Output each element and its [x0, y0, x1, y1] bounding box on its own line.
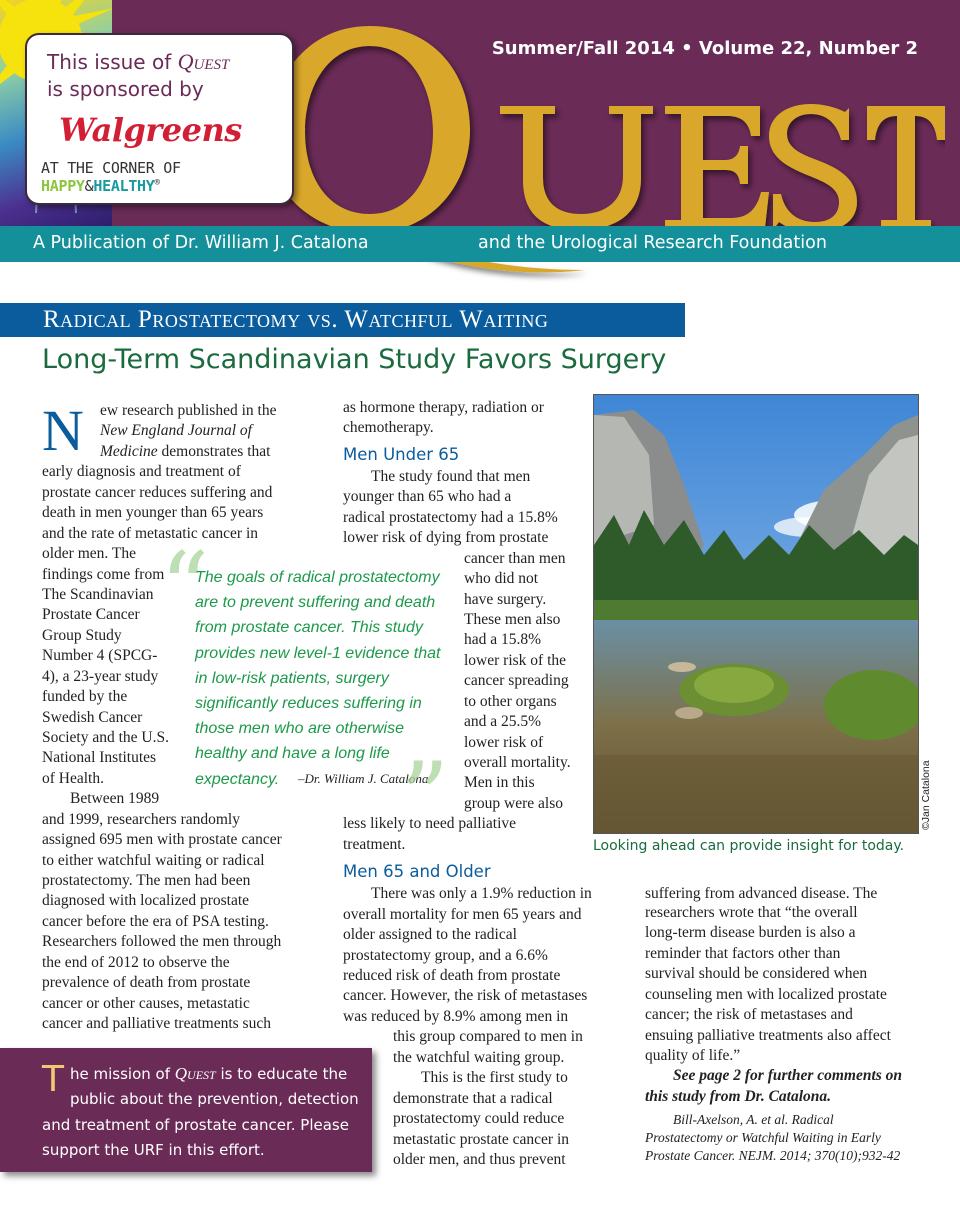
citation: Prostatectomy or Watchful Waiting in Early: [645, 1130, 881, 1145]
quest-wordmark: Quest: [174, 1064, 216, 1083]
col1-line: funded by the: [42, 688, 128, 705]
landscape-image: [594, 395, 918, 833]
col2-line: this group compared to men in: [393, 1028, 583, 1045]
col2-line: had a 15.8%: [464, 631, 542, 648]
col2-line: as hormone therapy, radiation or: [343, 399, 544, 416]
col1-line: Group Study: [42, 627, 122, 644]
col2-line: younger than 65 who had a: [343, 488, 512, 505]
col1-line: assigned 695 men with prostate cancer: [42, 831, 282, 848]
sponsor-box: [25, 33, 294, 205]
see-page-2-note: See page 2 for further comments on: [673, 1067, 903, 1084]
col2-line: lower risk of dying from prostate: [343, 529, 549, 546]
col2-line: lower risk of: [464, 734, 544, 751]
col2-line: prostatectomy could reduce: [393, 1110, 565, 1127]
col2-line: The study found that men: [371, 468, 531, 485]
mission-statement: he mission of Quest is to educate the public about the prevention, detection and treatment of prostate cancer. Please support the URF in this effort.: [42, 1064, 359, 1160]
col1-line: Between 1989: [70, 790, 160, 807]
col3-line: suffering from advanced disease. The: [645, 885, 878, 902]
col3-line: quality of life.”: [645, 1047, 741, 1064]
yosemite-photo: [593, 394, 919, 834]
col2-line: reduced risk of death from prostate: [343, 967, 561, 984]
col1-line: Swedish Cancer: [42, 709, 143, 726]
sponsor-intro: This issue of Quest: [47, 49, 230, 74]
col2-line: This is the first study to: [421, 1069, 568, 1086]
col1-line: and the rate of metastatic cancer in: [42, 525, 259, 542]
close-quote-mark: ”: [400, 742, 450, 854]
col1-line: to either watchful waiting or radical: [42, 852, 265, 869]
see-page-2-note: this study from Dr. Catalona.: [645, 1088, 832, 1105]
citation: Bill-Axelson, A. et al. Radical: [673, 1112, 834, 1127]
col1-line: of Health.: [42, 770, 104, 787]
mission-drop-cap: T: [42, 1059, 64, 1100]
col2-line: overall mortality for men 65 years and: [343, 906, 582, 923]
col1-line: ew research published in the: [100, 402, 277, 419]
col2-line: the watchful waiting group.: [393, 1049, 565, 1066]
photo-caption: Looking ahead can provide insight for today.: [593, 838, 905, 854]
col2-line: less likely to need palliative: [343, 815, 517, 832]
col1-line: Researchers followed the men through: [42, 933, 282, 950]
col1-line: prostate cancer reduces suffering and: [42, 484, 273, 501]
quote-attribution: –Dr. William J. Catalona: [298, 771, 429, 786]
col1-line: Number 4 (SPCG-: [42, 647, 158, 664]
subhead-men-under-65: Men Under 65: [343, 445, 460, 464]
col1-line: diagnosed with localized prostate: [42, 892, 250, 909]
col2-line: to other organs: [464, 693, 557, 710]
headline: Long-Term Scandinavian Study Favors Surgery: [42, 344, 667, 375]
col2-line: chemotherapy.: [343, 419, 434, 436]
col1-line: early diagnosis and treatment of: [42, 463, 241, 480]
col1-line: prostatectomy. The men had been: [42, 872, 251, 889]
col3-line: counseling men with localized prostate: [645, 986, 887, 1003]
col2-line: older men, and thus prevent: [393, 1151, 566, 1168]
col2-line: was reduced by 8.9% among men in: [343, 1008, 569, 1025]
col2-line: These men also: [464, 611, 561, 628]
col1-line: cancer or other causes, metastatic: [42, 995, 250, 1012]
photo-credit: ©Jan Catalona: [920, 760, 932, 830]
col2-line: cancer spreading: [464, 672, 569, 689]
col1-line: prevalence of death from prostate: [42, 974, 251, 991]
col2-line: There was only a 1.9% reduction in: [371, 885, 592, 902]
pull-quote: The goals of radical prostatectomy are to prevent suffering and death from prostate cancer. This study provides new level-1 evidence that in low-risk patients, surgery significantly reduces suffering in those men who are otherwise healthy and have a long life expectancy.: [195, 569, 441, 788]
col3-line: cancer; the risk of metastases and: [645, 1006, 853, 1023]
col2-line: overall mortality.: [464, 754, 571, 771]
col2-line: treatment.: [343, 836, 406, 853]
col3-line: survival should be considered when: [645, 965, 868, 982]
col2-line: cancer. However, the risk of metastases: [343, 987, 588, 1004]
col1-line: and 1999, researchers randomly: [42, 811, 240, 828]
issue-info: Summer/Fall 2014 • Volume 22, Number 2: [491, 38, 918, 59]
col1-line: Society and the U.S.: [42, 729, 169, 746]
col1-line: New England Journal of: [100, 422, 252, 439]
walgreens-tagline: AT THE CORNER OF HAPPY&HEALTHY®: [41, 159, 181, 195]
col2-line: lower risk of the: [464, 652, 567, 669]
col2-line: cancer than men: [464, 550, 566, 567]
citation: Prostate Cancer. NEJM. 2014; 370(10);932-42: [645, 1148, 901, 1163]
col2-line: metastatic prostate cancer in: [393, 1131, 570, 1148]
col1-line: Prostate Cancer: [42, 606, 140, 623]
section-title: Radical Prostatectomy vs. Watchful Waiting: [43, 306, 549, 333]
col1-line: cancer and palliative treatments such: [42, 1015, 271, 1032]
col2-line: who did not: [464, 570, 539, 587]
col3-line: long-term disease burden is also a: [645, 924, 856, 941]
col2-line: group were also: [464, 795, 563, 812]
col2-line: demonstrate that a radical: [393, 1090, 553, 1107]
col1-line: The Scandinavian: [42, 586, 154, 603]
quest-wordmark: Quest: [177, 49, 230, 74]
drop-cap: N: [42, 398, 84, 463]
walgreens-logo: Walgreens: [59, 111, 242, 149]
col2-line: radical prostatectomy had a 15.8%: [343, 509, 558, 526]
open-quote-mark: “: [160, 532, 210, 644]
col1-line: Medicine demonstrates that: [100, 443, 271, 460]
col3-line: ensuing palliative treatments also affect: [645, 1027, 891, 1044]
col3-line: reminder that factors other than: [645, 945, 841, 962]
col1-line: 4), a 23-year study: [42, 668, 159, 685]
col2-line: Men in this: [464, 774, 535, 791]
col1-line: death in men younger than 65 years: [42, 504, 264, 521]
col2-line: have surgery.: [464, 591, 547, 608]
col2-line: older assigned to the radical: [343, 926, 517, 943]
col1-line: cancer before the era of PSA testing.: [42, 913, 269, 930]
col1-line: National Institutes: [42, 749, 157, 766]
sponsor-intro-line2: is sponsored by: [47, 77, 204, 101]
publication-foundation: and the Urological Research Foundation: [478, 233, 827, 253]
col1-line: older men. The: [42, 545, 136, 562]
subhead-men-65-and-older: Men 65 and Older: [343, 862, 491, 881]
col1-line: findings come from: [42, 566, 165, 583]
col3-line: researchers wrote that “the overall: [645, 904, 858, 921]
col2-line: prostatectomy group, and a 6.6%: [343, 947, 548, 964]
col2-line: and a 25.5%: [464, 713, 542, 730]
publication-credit: A Publication of Dr. William J. Catalona: [33, 233, 369, 253]
col1-line: the end of 2012 to observe the: [42, 954, 230, 971]
